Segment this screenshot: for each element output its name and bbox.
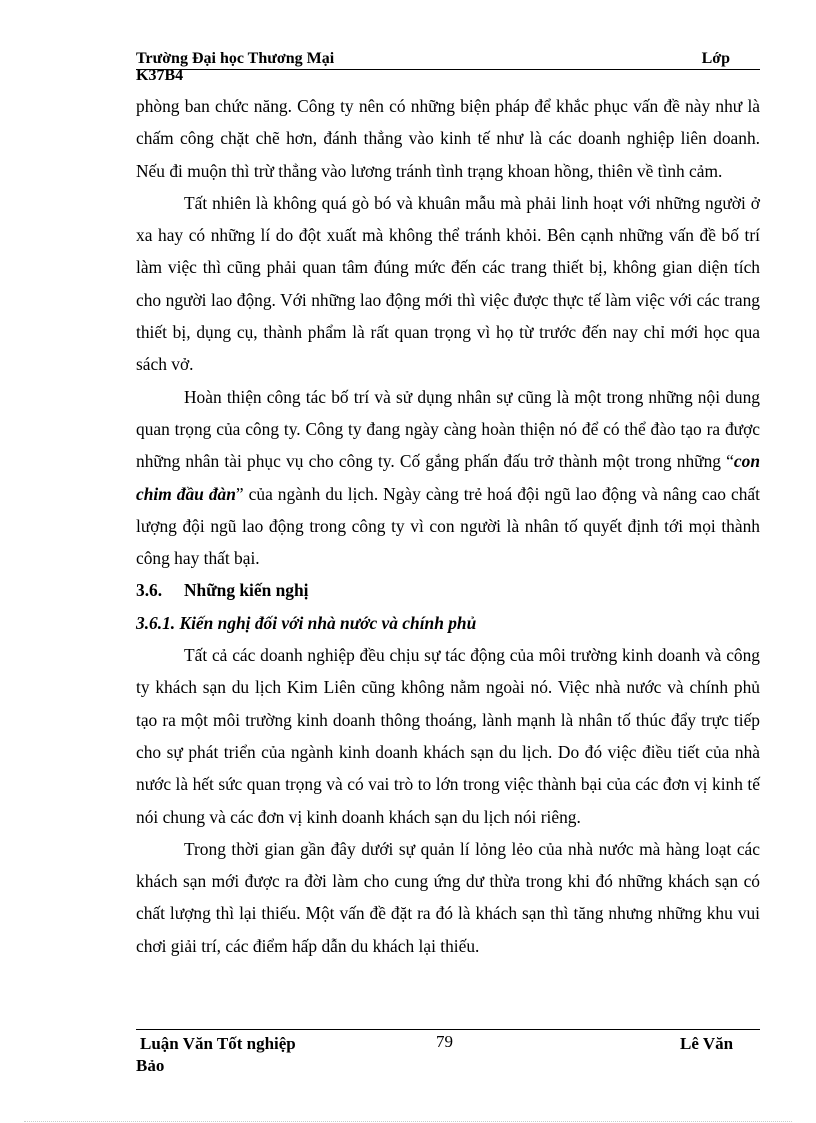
header-row	[136, 49, 760, 70]
section-number: 3.6.	[136, 580, 163, 601]
header-class-code: K37B4	[136, 67, 184, 84]
footer-author-continued: Bảo	[136, 1056, 165, 1075]
section-heading	[136, 574, 760, 606]
footer-divider	[136, 1029, 760, 1030]
paragraph-3-after: ” của ngành du lịch. Ngày càng trẻ hoá đội ngũ lao động và nâng cao chất lượng đội ngũ lao động trong công ty vì con người là nhân tố quyết định tới mọi thành công hay thất bại.	[136, 483, 760, 569]
page-number: 79	[436, 1032, 453, 1051]
paragraph-2: Tất nhiên là không quá gò bó và khuân mẫu mà phải linh hoạt với những người ở xa hay có những lí do đột xuất mà không thể tránh khỏi. Bên cạnh những vấn đề bố trí làm việc thì cũng phải quan tâm đúng mức đến các trang thiết bị, không gian diện tích cho người lao động. Với những lao động mới thì việc được thực tế làm việc với các trang thiết bị, dụng cụ, thành phẩm là rất quan trọng vì họ từ trước đến nay chỉ mới học qua sách vở.	[136, 192, 760, 375]
paragraph-4: Tất cả các doanh nghiệp đều chịu sự tác động của môi trường kinh doanh và công ty khách sạn du lịch Kim Liên cũng không nằm ngoài nó. Việc nhà nước và chính phủ tạo ra một môi trường kinh doanh thông thoáng, lành mạnh là nhân tố thúc đẩy trực tiếp cho sự phát triển của ngành kinh doanh khách sạn du lịch. Do đó việc điều tiết của nhà nước là hết sức quan trọng và có vai trò to lớn trong việc thành bại của các đơn vị kinh tế nói chung và các đơn vị kinh doanh khách sạn du lịch nói riêng.	[136, 645, 760, 827]
footer-author: Lê Văn	[680, 1034, 734, 1053]
section-title: Những kiến nghị	[184, 580, 309, 601]
page-header	[136, 49, 760, 84]
footer-thesis-label: Luận Văn Tốt nghiệp	[140, 1034, 296, 1053]
page-body	[136, 90, 760, 962]
paragraph-5: Trong thời gian gần đây dưới sự quản lí lỏng lẻo của nhà nước mà hàng loạt các khách sạn mới được ra đời làm cho cung ứng dư thừa trong khi đó những khách sạn có chất lượng thì lại thiếu. Một vấn đề đặt ra đó là khách sạn thì tăng nhưng những khu vui chơi giải trí, các điểm hấp dẫn du khách lại thiếu.	[136, 838, 760, 956]
paragraph-3	[136, 381, 760, 575]
paragraph-3-before: Hoàn thiện công tác bố trí và sử dụng nhân sự cũng là một trong những nội dung quan trọng của công ty. Công ty đang ngày càng hoàn thiện nó để có thể đào tạo ra được những nhân tài phục vụ cho công ty. Cố gắng phấn đấu trở thành một trong những “	[136, 386, 760, 472]
paragraph-1: phòng ban chức năng. Công ty nên có những biện pháp để khắc phục vấn đề này như là chấm công chặt chẽ hơn, đánh thẳng vào kinh tế như là các doanh nghiệp liên doanh. Nếu đi muộn thì trừ thẳng vào lương tránh tình trạng khoan hồng, thiên về tình cảm.	[136, 96, 760, 181]
header-class-label: Lớp	[701, 50, 730, 67]
page-bottom-divider	[24, 1121, 792, 1122]
header-school: Trường Đại học Thương Mại	[136, 50, 335, 67]
paragraph-3-emphasis: con chim đầu đàn	[136, 451, 760, 504]
subsection-heading: 3.6.1. Kiến nghị đối với nhà nước và chính phủ	[136, 612, 477, 633]
